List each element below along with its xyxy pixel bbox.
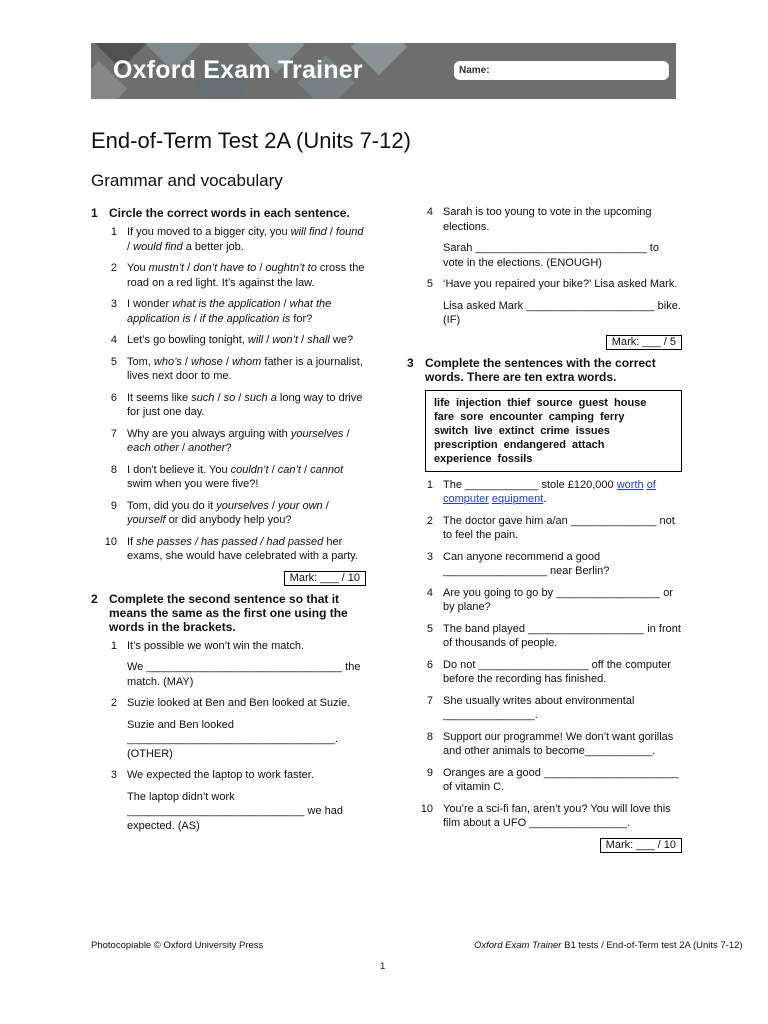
footer-copyright: Photocopiable © Oxford University Press [91,940,264,951]
item-number: 1 [110,639,117,652]
list-item [91,333,366,348]
item-number: 10 [420,802,433,815]
name-label: Name: [459,65,490,76]
item-text: Support our programme! We don’t want gorillas and other animals to become___________. [443,730,674,757]
item-text: It seems like such / so / such a long way to drive for just one day. [127,391,363,418]
list-item [407,478,682,507]
item-number: 4 [110,334,117,346]
item-number: 6 [426,658,433,671]
header-banner [91,43,676,99]
item-text: Lisa asked Mark _____________________ bike. (IF) [443,299,681,326]
question-1-items [91,225,366,564]
question-3-items [407,478,682,831]
item-number: 8 [110,463,117,476]
list-item [91,225,366,254]
list-item [91,261,366,290]
item-number: 1 [110,226,117,238]
question-3-heading [407,356,682,384]
list-item [407,658,682,687]
name-field[interactable] [454,61,669,80]
mark-box: Mark: ___ / 5 [606,335,682,350]
item-number: 9 [426,766,433,779]
list-item [407,205,682,270]
list-item [91,391,366,420]
item-number: 2 [110,697,117,709]
word-line: life injection thief source guest house [434,396,647,409]
item-text: We ________________________________ the match. (MAY) [127,661,361,688]
question-instruction: Complete the sentences with the correct words. There are ten extra words. [425,355,656,384]
list-item [91,463,366,492]
item-number: 4 [426,586,433,599]
question-2-heading [91,592,366,634]
item-text: It’s possible we won’t win the match. [127,639,305,652]
item-number: 7 [110,427,117,440]
item-number: 4 [426,206,433,218]
item-text: If she passes / has passed / had passed her exams, she would have celebrated with a party. [127,535,358,562]
list-item [407,766,682,795]
list-item [91,639,366,690]
word-line: fare sore encounter camping ferry [434,410,625,423]
item-number: 5 [110,355,117,368]
item-text: If you moved to a bigger city, you will find / found / would find a better job. [127,226,364,253]
item-text: I don't believe it. You couldn’t / can’t / cannot swim when you were five?! [127,463,344,490]
list-item [407,730,682,759]
footer-source-rest: B1 tests / End-of-Term test 2A (Units 7-12) [561,940,743,951]
question-1-heading [91,206,366,220]
section-title: Grammar and vocabulary [91,171,283,190]
list-item [407,586,682,615]
list-item [91,696,366,761]
question-instruction: Complete the second sentence so that it means the same as the first one using the words in the brackets. [109,591,348,634]
item-text: Let’s go bowling tonight, will / won’t / shall we? [127,334,354,346]
mark-box: Mark: ___ / 10 [600,838,682,853]
item-number: 5 [426,622,433,635]
list-item [407,514,682,543]
list-item [91,768,366,833]
page-number: 1 [380,961,386,972]
list-item [407,694,682,723]
item-text: Why are you always arguing with yourselves / each other / another? [127,427,350,454]
question-2-items [91,639,366,834]
item-number: 3 [110,769,117,781]
item-number: 8 [426,730,433,743]
item-text: The ____________ stole £120,000 worth of computer equipment. [443,478,656,505]
item-text: The doctor gave him a/an ______________ not to feel the pain. [443,514,675,541]
item-text: She usually writes about environmental _______________. [443,694,635,721]
item-text: Suzie looked at Ben and Ben looked at Suzie. [127,697,351,709]
item-text: You mustn’t / don’t have to / oughtn’t to cross the road on a red light. It’s against the law. [127,262,365,289]
item-text: Tom, did you do it yourselves / your own / yourself or did anybody help you? [127,499,329,526]
item-text: Oranges are a good ______________________ of vitamin C. [443,766,679,793]
question-number: 3 [407,355,414,370]
item-text: Suzie and Ben looked __________________________________. (OTHER) [127,718,339,760]
item-number: 3 [110,298,117,310]
footer-source [474,940,743,951]
list-item [91,355,366,384]
word-box [425,390,682,472]
word-line: prescription endangered attach [434,438,605,451]
question-2-items-continued [407,205,682,328]
item-text: Do not __________________ off the computer before the recording has finished. [443,658,671,685]
item-text: We expected the laptop to work faster. [127,769,314,781]
list-item [91,499,366,528]
right-column [407,205,682,859]
item-number: 1 [426,478,433,491]
item-text: You’re a sci-fi fan, aren’t you? You will love this film about a UFO ________________. [443,802,671,829]
item-number: 2 [426,514,433,527]
footer-source-italic: Oxford Exam Trainer [474,940,562,951]
brand-title: Oxford Exam Trainer [113,56,363,84]
left-column [91,206,366,840]
item-text: Are you going to go by _________________ or by plane? [443,586,673,613]
item-number: 9 [110,499,117,512]
item-number: 6 [110,391,117,404]
item-text: The band played ___________________ in front of thousands of people. [443,622,681,649]
item-number: 5 [426,278,433,290]
question-number: 1 [91,206,98,220]
item-text: Can anyone recommend a good _________________ near Berlin? [443,550,610,577]
list-item [91,535,366,564]
question-instruction: Circle the correct words in each sentence. [109,206,350,220]
word-line: experience fossils [434,452,533,465]
mark-box: Mark: ___ / 10 [284,571,366,586]
list-item [407,277,682,328]
page-title: End-of-Term Test 2A (Units 7-12) [91,128,411,153]
list-item [91,297,366,326]
item-number: 7 [426,694,433,707]
list-item [91,427,366,456]
item-number: 2 [110,262,117,274]
item-number: 3 [426,550,433,563]
item-text: Sarah is too young to vote in the upcoming elections. [443,206,652,233]
list-item [407,550,682,579]
item-text: The laptop didn’t work _____________________________ we had expected. (AS) [127,790,343,832]
list-item [407,802,682,831]
item-number: 10 [104,535,117,548]
word-line: switch live extinct crime issues [434,424,610,437]
list-item [407,622,682,651]
item-text: Sarah ____________________________ to vote in the elections. (ENOUGH) [443,242,659,269]
item-text: I wonder what is the application / what the application is / if the application is for? [127,298,332,325]
item-text: ‘Have you repaired your bike?’ Lisa asked Mark. [443,278,678,290]
item-text: Tom, who’s / whose / whom father is a journalist, lives next door to me. [127,355,363,382]
question-number: 2 [91,591,98,606]
